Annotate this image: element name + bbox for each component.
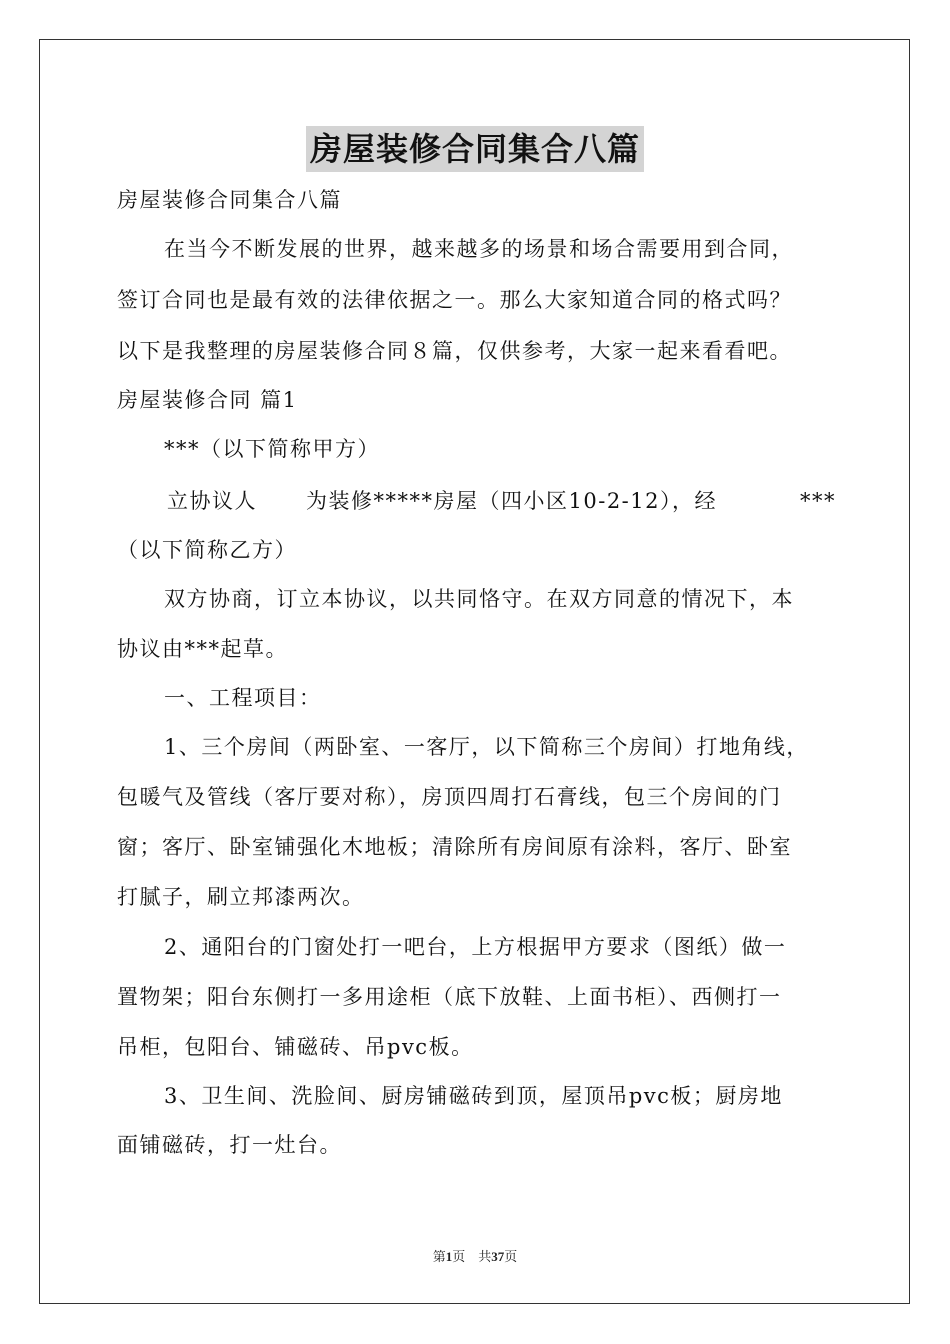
page-border	[39, 39, 910, 1304]
paragraph-line: 在当今不断发展的世界，越来越多的场景和场合需要用到合同，	[164, 237, 794, 261]
paragraph-line: 打腻子，刷立邦漆两次。	[117, 885, 365, 909]
footer-prefix: 第	[432, 1249, 446, 1264]
paragraph-line: （以下简称乙方）	[117, 538, 297, 562]
paragraph-line: 1、三个房间（两卧室、一客厅，以下简称三个房间）打地角线，	[164, 735, 809, 759]
footer-page-number: 1	[445, 1249, 453, 1264]
paragraph-line: ***（以下简称甲方）	[164, 437, 380, 461]
paragraph-line: 协议由***起草。	[117, 637, 288, 661]
document-title: 房屋装修合同集合八篇	[306, 126, 644, 172]
footer-suffix: 页	[504, 1249, 518, 1264]
footer-mid: 页 共	[452, 1249, 492, 1264]
paragraph-line: 立协议人	[167, 489, 257, 513]
paragraph-line: 面铺磁砖，打一灶台。	[117, 1133, 342, 1157]
title-container	[0, 126, 950, 172]
section-heading: 房屋装修合同 篇1	[117, 388, 298, 412]
paragraph-line: 置物架；阳台东侧打一多用途柜（底下放鞋、上面书柜）、西侧打一	[117, 985, 782, 1009]
paragraph-line: 吊柜，包阳台、铺磁砖、吊pvc板。	[117, 1035, 474, 1059]
paragraph-line: 一、工程项目：	[164, 686, 322, 710]
paragraph-line: 窗；客厅、卧室铺强化木地板；清除所有房间原有涂料，客厅、卧室	[117, 835, 792, 859]
paragraph-line: 以下是我整理的房屋装修合同８篇，仅供参考，大家一起来看看吧。	[117, 339, 792, 363]
page-footer	[0, 1248, 950, 1266]
paragraph-line: 双方协商，订立本协议，以共同恪守。在双方同意的情况下，本	[164, 587, 794, 611]
paragraph-line: 3、卫生间、洗脸间、厨房铺磁砖到顶，屋顶吊pvc板；厨房地	[164, 1084, 783, 1108]
paragraph-line: ***	[800, 489, 836, 513]
paragraph-line: 为装修*****房屋（四小区10-2-12），经	[306, 489, 717, 513]
paragraph-line: 签订合同也是最有效的法律依据之一。那么大家知道合同的格式吗？	[117, 288, 792, 312]
subtitle-line: 房屋装修合同集合八篇	[117, 188, 342, 212]
paragraph-line: 包暖气及管线（客厅要对称），房顶四周打石膏线，包三个房间的门	[117, 785, 782, 809]
paragraph-line: 2、通阳台的门窗处打一吧台，上方根据甲方要求（图纸）做一	[164, 935, 787, 959]
footer-total-pages: 37	[491, 1249, 505, 1264]
